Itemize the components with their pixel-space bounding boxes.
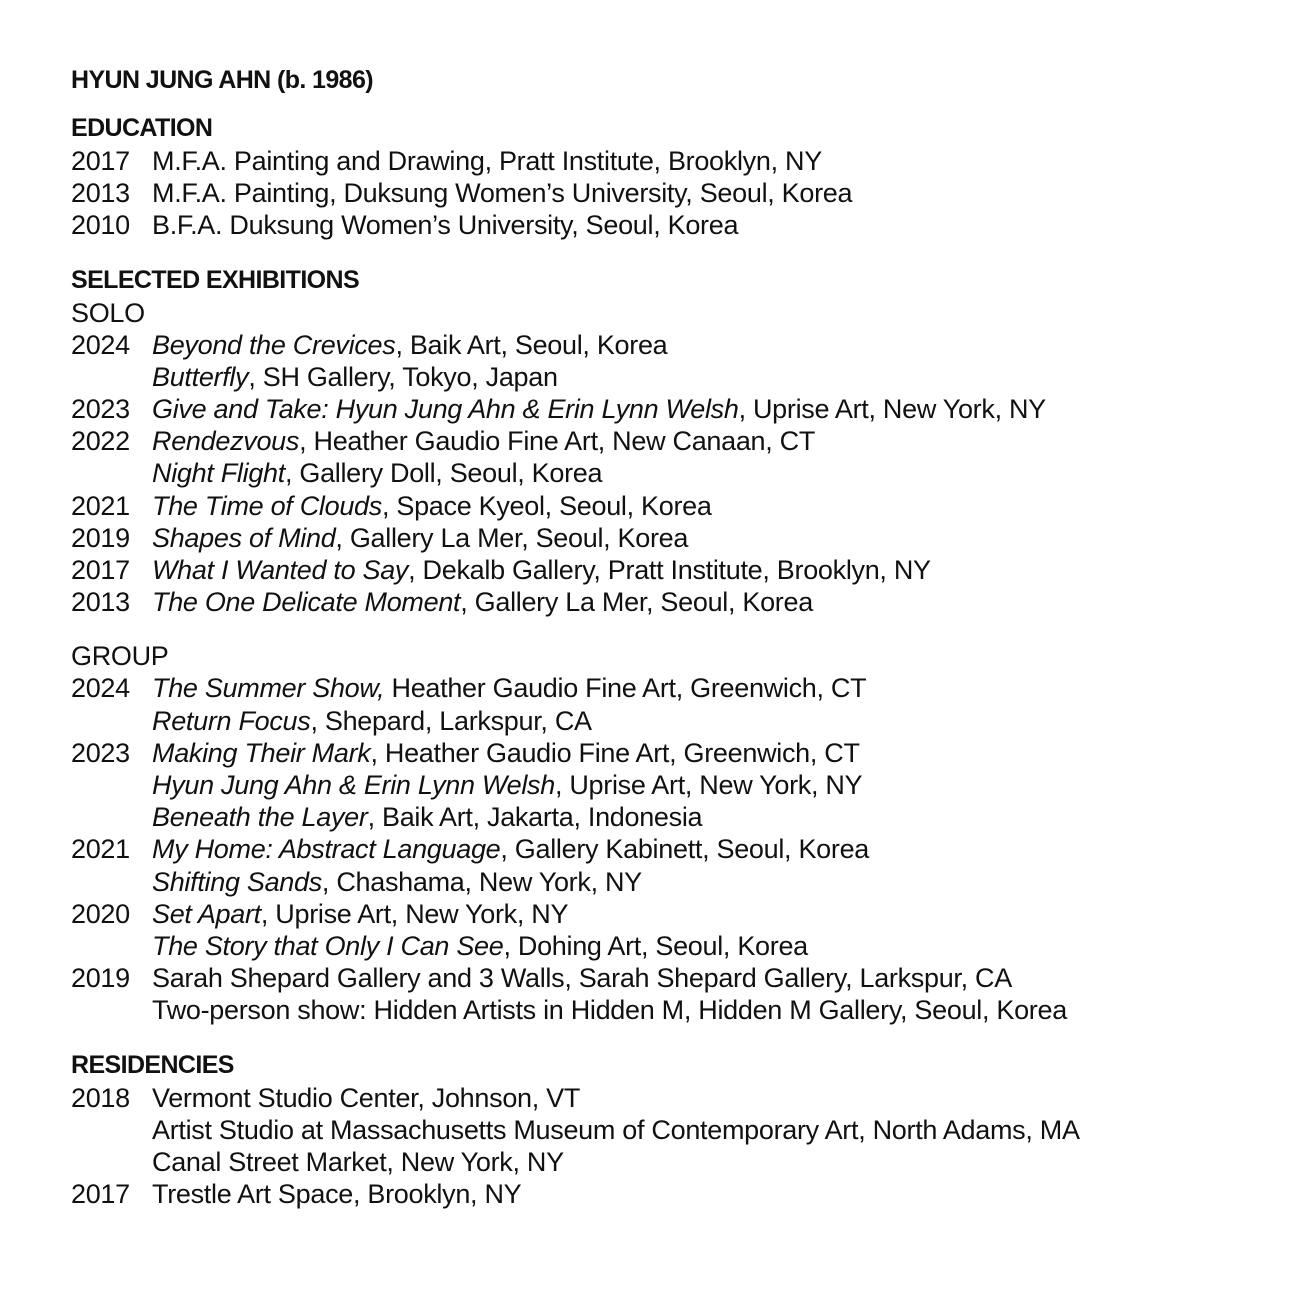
entry-description [152,554,1252,586]
entry-title: Beneath the Layer [152,802,368,833]
cv-entry-row [71,522,1252,554]
entry-description [152,769,1252,801]
group-exhibitions-list [71,672,1252,1026]
cv-entry-row [71,209,1252,241]
entry-details: Vermont Studio Center, Johnson, VT [152,1082,581,1113]
entry-details: Heather Gaudio Fine Art, Greenwich, CT [384,673,867,704]
solo-exhibitions-section [71,297,1252,619]
entry-title: Return Focus [152,705,311,736]
entry-title: What I Wanted to Say [152,555,409,586]
cv-entry-row [71,737,1252,769]
cv-entry-row [71,1146,1252,1178]
entry-year [71,994,152,1026]
entry-year: 2013 [71,178,130,209]
entry-description [152,1178,1252,1210]
education-section [71,112,1252,242]
cv-entry-row [71,705,1252,737]
cv-document [71,60,1252,1232]
entry-details: Canal Street Market, New York, NY [152,1147,564,1178]
solo-exhibitions-list [71,329,1252,619]
education-list [71,145,1252,242]
entry-description [152,522,1252,554]
entry-title: Shapes of Mind [152,522,336,553]
cv-entry-row [71,1178,1252,1210]
entry-details: Artist Studio at Massachusetts Museum of Contemporary Art, North Adams, MA [152,1114,1080,1145]
entry-details: , Space Kyeol, Seoul, Korea [381,490,712,521]
entry-description [152,177,1252,209]
entry-year [71,930,152,962]
entry-description [152,801,1252,833]
group-exhibitions-section [71,640,1252,1026]
entry-year: 2017 [71,555,130,586]
entry-year: 2023 [71,737,130,768]
entry-title: Hyun Jung Ahn & Erin Lynn Welsh [152,770,555,801]
entry-description [152,1146,1252,1178]
entry-year [71,801,152,833]
entry-details: , Baik Art, Jakarta, Indonesia [367,802,703,833]
entry-year [71,866,152,898]
entry-title: Shifting Sands [152,866,322,897]
entry-year: 2017 [71,146,130,176]
entry-title: The Story that Only I Can See [152,931,504,962]
cv-entry-row [71,145,1252,177]
entry-year: 2019 [71,522,130,553]
cv-entry-row [71,393,1252,425]
entry-year: 2024 [71,329,130,360]
entry-year [71,705,152,737]
entry-title: Night Flight [152,458,285,489]
entry-title: My Home: Abstract Language [152,834,501,865]
entry-details: Trestle Art Space, Brooklyn, NY [152,1179,522,1210]
entry-title: The Summer Show, [152,673,385,704]
cv-entry-row [71,554,1252,586]
exhibitions-heading: SELECTED EXHIBITIONS [71,265,360,294]
entry-year [71,1146,152,1178]
entry-details: M.F.A. Painting, Duksung Women’s University, Seoul, Korea [152,178,853,209]
entry-description [152,393,1252,425]
entry-year: 2024 [71,673,130,704]
entry-details: Sarah Shepard Gallery and 3 Walls, Sarah Shepard Gallery, Larkspur, CA [152,963,1012,994]
entry-details: , Chashama, New York, NY [321,866,642,897]
entry-details: , Uprise Art, New York, NY [260,898,569,929]
entry-year [71,769,152,801]
entry-details: , SH Gallery, Tokyo, Japan [248,361,558,392]
entry-details: , Uprise Art, New York, NY [738,394,1046,425]
entry-title: Butterfly [152,361,249,392]
entry-description [152,1114,1252,1146]
group-label: GROUP [71,641,169,672]
entry-title: Set Apart [152,898,261,929]
cv-entry-row [71,898,1252,930]
entry-year: 2023 [71,394,130,425]
cv-entry-row [71,769,1252,801]
entry-description [152,457,1252,489]
entry-description [152,361,1252,393]
entry-details: , Gallery Kabinett, Seoul, Korea [500,834,870,865]
entry-description [152,833,1252,865]
entry-description [152,1082,1252,1114]
entry-year: 2017 [71,1179,130,1210]
entry-year: 2020 [71,898,130,929]
entry-details: , Dekalb Gallery, Pratt Institute, Brooklyn, NY [408,555,931,586]
entry-details: Two-person show: Hidden Artists in Hidden M, Hidden M Gallery, Seoul, Korea [152,995,1067,1026]
entry-year: 2018 [71,1082,130,1113]
entry-description [152,490,1252,522]
entry-description [152,329,1252,361]
entry-year: 2021 [71,834,130,865]
entry-title: The Time of Clouds [152,490,382,521]
cv-entry-row [71,457,1252,489]
artist-name-title: HYUN JUNG AHN (b. 1986) [71,66,373,94]
entry-description [152,962,1252,994]
entry-year [71,361,152,393]
entry-details: M.F.A. Painting and Drawing, Pratt Institute, Brooklyn, NY [152,146,822,176]
entry-description [152,209,1252,241]
entry-description [152,994,1252,1026]
cv-entry-row [71,801,1252,833]
residencies-section [71,1049,1252,1211]
entry-details: , Dohing Art, Seoul, Korea [503,931,808,962]
entry-year: 2019 [71,963,130,994]
entry-details: , Shepard, Larkspur, CA [310,705,592,736]
cv-entry-row [71,177,1252,209]
entry-description [152,672,1252,704]
residencies-list [71,1082,1252,1211]
entry-details: , Gallery La Mer, Seoul, Korea [335,522,689,553]
cv-entry-row [71,425,1252,457]
residencies-heading: RESIDENCIES [71,1050,234,1079]
entry-year: 2013 [71,587,130,618]
entry-title: Beyond the Crevices [152,329,396,360]
cv-entry-row [71,1082,1252,1114]
entry-details: , Heather Gaudio Fine Art, Greenwich, CT [370,737,860,768]
entry-description [152,145,1252,177]
entry-year [71,457,152,489]
entry-year: 2022 [71,426,130,457]
entry-details: , Gallery La Mer, Seoul, Korea [460,587,813,618]
entry-year: 2021 [71,490,130,521]
cv-entry-row [71,329,1252,361]
cv-entry-row [71,672,1252,704]
solo-label: SOLO [71,297,145,328]
entry-title: Rendezvous [152,426,300,457]
cv-entry-row [71,994,1252,1026]
entry-description [152,425,1252,457]
entry-details: , Heather Gaudio Fine Art, New Canaan, CT [299,426,816,457]
education-heading: EDUCATION [71,114,213,142]
entry-title: Making Their Mark [152,737,371,768]
cv-entry-row [71,930,1252,962]
entry-details: , Baik Art, Seoul, Korea [395,329,668,360]
entry-description [152,898,1252,930]
entry-year [71,1114,152,1146]
entry-year: 2010 [71,210,130,241]
entry-details: , Uprise Art, New York, NY [554,770,863,801]
entry-description [152,586,1252,618]
entry-title: The One Delicate Moment [152,587,461,618]
entry-title: Give and Take: Hyun Jung Ahn & Erin Lynn Welsh [152,394,739,425]
cv-entry-row [71,361,1252,393]
cv-entry-row [71,1114,1252,1146]
entry-description [152,705,1252,737]
cv-entry-row [71,866,1252,898]
cv-entry-row [71,490,1252,522]
entry-description [152,737,1252,769]
entry-description [152,930,1252,962]
entry-details: , Gallery Doll, Seoul, Korea [284,458,603,489]
cv-entry-row [71,833,1252,865]
cv-entry-row [71,586,1252,618]
entry-description [152,866,1252,898]
cv-entry-row [71,962,1252,994]
entry-details: B.F.A. Duksung Women’s University, Seoul, Korea [152,210,739,241]
